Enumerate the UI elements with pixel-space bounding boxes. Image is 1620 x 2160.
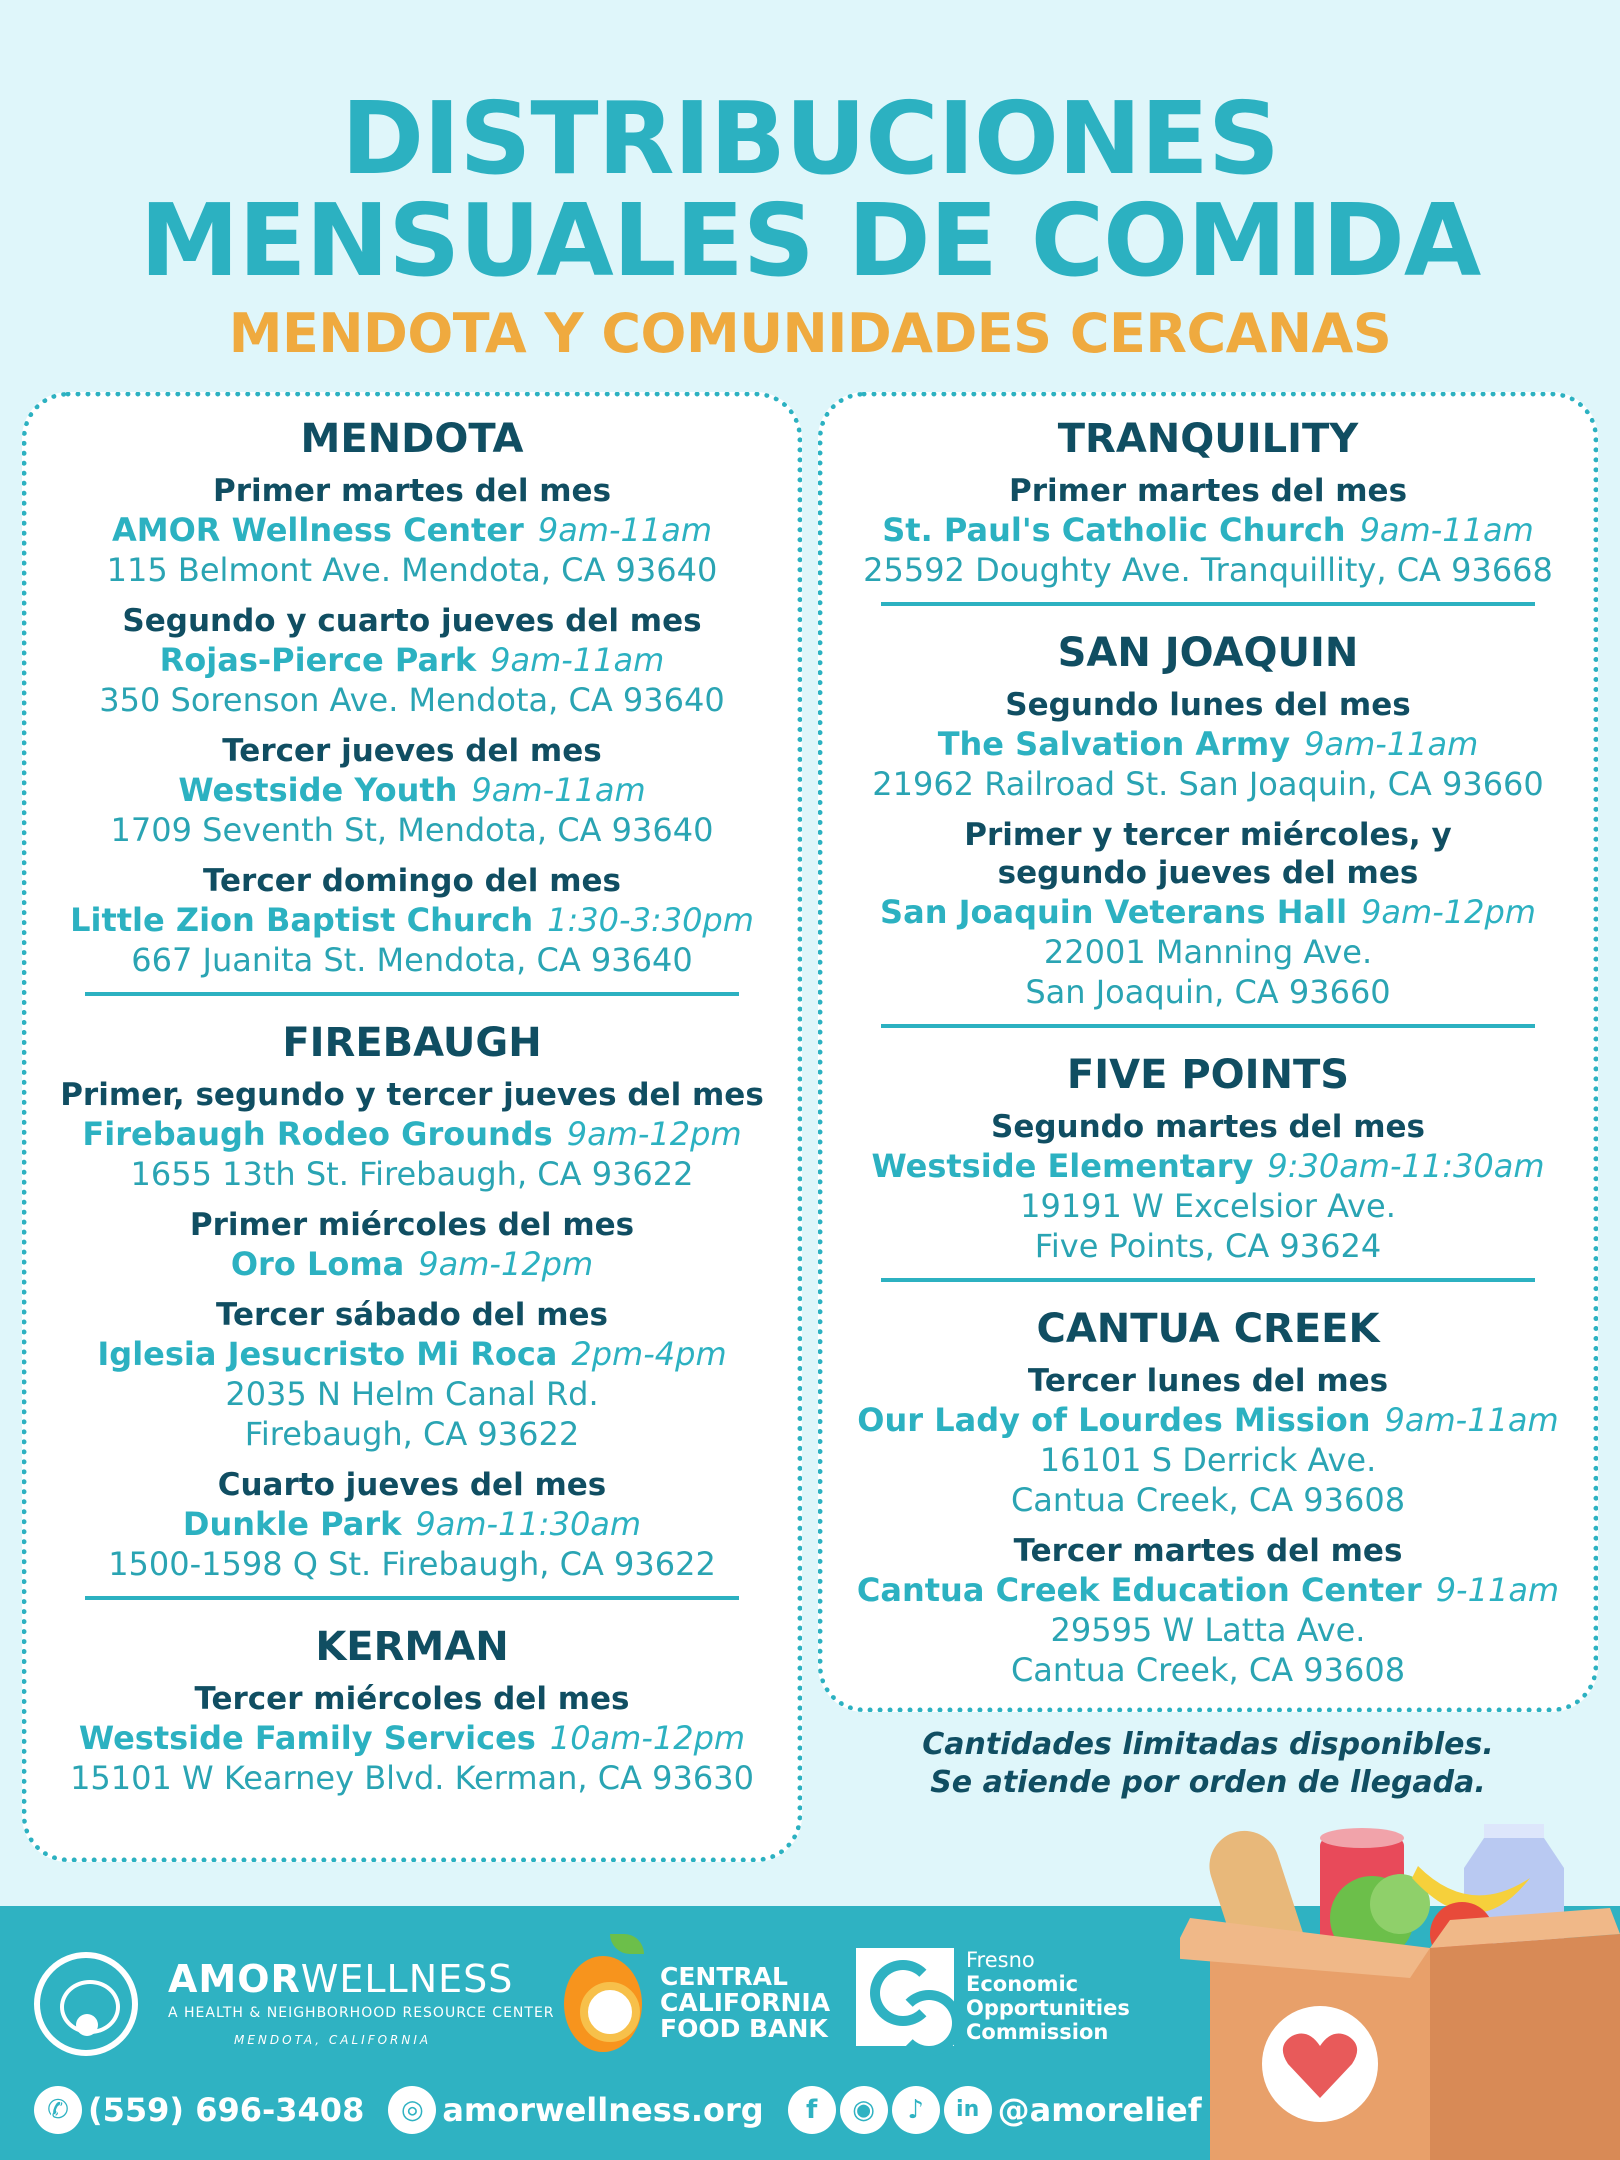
location-name: Oro Loma: [230, 1245, 405, 1283]
address-line: 29595 W Latta Ave.: [1050, 1611, 1366, 1649]
distribution-entry: [22, 472, 802, 590]
section-kerman: [22, 1622, 802, 1798]
location-line: [22, 900, 802, 940]
location-name: St. Paul's Catholic Church: [882, 511, 1346, 549]
location-line: [22, 510, 802, 550]
time-range: 9am-12pm: [418, 1245, 594, 1283]
amor-tagline: A HEALTH & NEIGHBORHOOD RESOURCE CENTER: [168, 2005, 555, 2021]
time-range: 9am-12pm: [1361, 893, 1536, 931]
eoc-emblem-icon: [856, 1948, 954, 2046]
time-range: 9-11am: [1435, 1571, 1560, 1609]
section-title: FIVE POINTS: [1066, 1052, 1350, 1098]
left-column: [22, 392, 802, 1810]
schedule-text: Cuarto jueves del mes: [217, 1467, 607, 1503]
ccfb-name: CENTRAL CALIFORNIA FOOD BANK: [660, 1962, 831, 2043]
distribution-entry: [22, 1680, 802, 1798]
location-line: [818, 1400, 1598, 1440]
location-name: Westside Elementary: [871, 1147, 1254, 1185]
grocery-box-illustration: [1180, 1808, 1620, 2160]
address-line: 1709 Seventh St, Mendota, CA 93640: [110, 811, 714, 849]
location-line: [818, 510, 1598, 550]
time-range: 9am-11am: [1304, 725, 1479, 763]
section-title: KERMAN: [315, 1624, 509, 1670]
location-name: Iglesia Jesucristo Mi Roca: [97, 1335, 558, 1373]
distribution-entry: [818, 816, 1598, 1012]
schedule-text: Tercer sábado del mes: [216, 1297, 608, 1333]
time-range: 10am-12pm: [549, 1719, 746, 1757]
location-line: [818, 892, 1598, 932]
section-cantua-creek: [818, 1304, 1598, 1690]
leaf-icon: [610, 1934, 644, 1954]
schedule-text: Primer martes del mes: [1008, 473, 1408, 509]
section-title: MENDOTA: [300, 416, 524, 462]
feoc-name: Fresno Economic Opportunities Commission: [966, 1948, 1130, 2044]
schedule-text: Primer miércoles del mes: [189, 1207, 635, 1243]
section-san-joaquin: [818, 628, 1598, 1012]
time-range: 9am-11am: [471, 771, 646, 809]
title-line-2: MENSUALES DE COMIDA: [139, 182, 1481, 299]
distribution-entry: [818, 1532, 1598, 1690]
location-name: San Joaquin Veterans Hall: [880, 893, 1348, 931]
location-line: [22, 640, 802, 680]
address-line: 22001 Manning Ave.: [1043, 933, 1373, 971]
phone-icon: ✆: [34, 2086, 82, 2134]
section-title: CANTUA CREEK: [1036, 1306, 1380, 1352]
time-range: 9am-11:30am: [415, 1505, 642, 1543]
address-line: Firebaugh, CA 93622: [244, 1415, 580, 1453]
location-name: Westside Family Services: [78, 1719, 536, 1757]
address-line: Cantua Creek, CA 93608: [1010, 1651, 1406, 1689]
location-line: [818, 1146, 1598, 1186]
location-name: Westside Youth: [178, 771, 458, 809]
address-line: 667 Juanita St. Mendota, CA 93640: [131, 941, 693, 979]
address-line: 2035 N Helm Canal Rd.: [225, 1375, 599, 1413]
instagram-icon[interactable]: ◉: [840, 2086, 888, 2134]
section-title: FIREBAUGH: [282, 1020, 542, 1066]
location-name: Rojas-Pierce Park: [159, 641, 477, 679]
fresno-eoc-logo: [856, 1948, 1176, 2068]
distribution-entry: [22, 1296, 802, 1454]
amor-location: MENDOTA, CALIFORNIA: [234, 2033, 432, 2047]
address-line: 350 Sorenson Ave. Mendota, CA 93640: [99, 681, 725, 719]
address-line: 25592 Doughty Ave. Tranquillity, CA 93668: [863, 551, 1553, 589]
section-firebaugh: [22, 1018, 802, 1584]
time-range: 9:30am-11:30am: [1267, 1147, 1545, 1185]
schedule-text: Tercer lunes del mes: [1027, 1363, 1389, 1399]
section-divider: [85, 992, 739, 996]
location-name: AMOR Wellness Center: [111, 511, 524, 549]
time-range: 9am-11am: [490, 641, 665, 679]
location-line: [22, 1114, 802, 1154]
availability-notice: [818, 1726, 1598, 1802]
schedule-text: Segundo y cuarto jueves del mes: [122, 603, 702, 639]
location-line: [818, 724, 1598, 764]
tiktok-icon[interactable]: ♪: [892, 2086, 940, 2134]
page-subtitle: MENDOTA Y COMUNIDADES CERCANAS: [228, 302, 1392, 365]
address-line: 115 Belmont Ave. Mendota, CA 93640: [106, 551, 718, 589]
address-line: 1655 13th St. Firebaugh, CA 93622: [130, 1155, 694, 1193]
address-line: Five Points, CA 93624: [1034, 1227, 1382, 1265]
location-line: [22, 1504, 802, 1544]
location-line: [22, 1244, 802, 1284]
section-divider: [881, 1278, 1535, 1282]
schedule-text: Primer, segundo y tercer jueves del mes: [60, 1077, 764, 1113]
distribution-entry: [22, 1076, 802, 1194]
address-line: Cantua Creek, CA 93608: [1010, 1481, 1406, 1519]
distribution-entry: [818, 686, 1598, 804]
time-range: 9am-12pm: [566, 1115, 742, 1153]
address-line: 21962 Railroad St. San Joaquin, CA 93660: [872, 765, 1544, 803]
distribution-entry: [22, 862, 802, 980]
location-line: [22, 1334, 802, 1374]
address-line: 15101 W Kearney Blvd. Kerman, CA 93630: [70, 1759, 754, 1797]
amor-wellness-logo: [34, 1946, 554, 2066]
section-divider: [85, 1596, 739, 1600]
notice-line-1: Cantidades limitadas disponibles.: [922, 1727, 1494, 1762]
distribution-entry: [818, 472, 1598, 590]
location-name: Little Zion Baptist Church: [70, 901, 534, 939]
amor-globe-icon: [34, 1952, 138, 2056]
section-title: TRANQUILITY: [1057, 416, 1359, 462]
box-icon: [1180, 1908, 1620, 2160]
time-range: 1:30-3:30pm: [547, 901, 754, 939]
location-name: Our Lady of Lourdes Mission: [857, 1401, 1371, 1439]
schedule-text: Tercer miércoles del mes: [194, 1681, 630, 1717]
address-line: 16101 S Derrick Ave.: [1039, 1441, 1377, 1479]
time-range: 2pm-4pm: [571, 1335, 727, 1373]
right-column: [818, 392, 1598, 1702]
section-title: SAN JOAQUIN: [1057, 630, 1359, 676]
schedule-text: Tercer domingo del mes: [202, 863, 621, 899]
central-california-food-bank-logo: [560, 1916, 831, 2066]
time-range: 9am-11am: [1359, 511, 1534, 549]
schedule-text: Tercer martes del mes: [1013, 1533, 1403, 1569]
section-five-points: [818, 1050, 1598, 1266]
globe-icon: ◎: [388, 2086, 436, 2134]
section-divider: [881, 602, 1535, 606]
schedule-text: Segundo lunes del mes: [1005, 687, 1411, 723]
address-line: 19191 W Excelsior Ave.: [1020, 1187, 1396, 1225]
facebook-icon[interactable]: f: [788, 2086, 836, 2134]
website-link[interactable]: amorwellness.org: [442, 2091, 764, 2129]
linkedin-icon[interactable]: in: [944, 2086, 992, 2134]
distribution-entry: [22, 1466, 802, 1584]
distribution-entry: [818, 1362, 1598, 1520]
schedule-text: segundo jueves del mes: [997, 855, 1419, 891]
distribution-entry: [22, 732, 802, 850]
distribution-entry: [22, 602, 802, 720]
section-mendota: [22, 414, 802, 980]
address-line: 1500-1598 Q St. Firebaugh, CA 93622: [108, 1545, 716, 1583]
schedule-text: Tercer jueves del mes: [222, 733, 602, 769]
schedule-text: Segundo martes del mes: [991, 1109, 1425, 1145]
distribution-entry: [818, 1108, 1598, 1266]
location-line: [818, 1570, 1598, 1610]
schedule-text: Primer martes del mes: [212, 473, 612, 509]
address-line: San Joaquin, CA 93660: [1025, 973, 1391, 1011]
orange-icon: [564, 1956, 642, 2052]
time-range: 9am-11am: [537, 511, 713, 549]
location-name: The Salvation Army: [937, 725, 1291, 763]
phone-number[interactable]: (559) 696-3408: [88, 2091, 365, 2129]
social-handle[interactable]: @amorelief: [997, 2091, 1202, 2129]
location-name: Dunkle Park: [182, 1505, 402, 1543]
schedule-text: Primer y tercer miércoles, y: [964, 817, 1452, 853]
title-line-1: DISTRIBUCIONES: [341, 80, 1279, 197]
distribution-entry: [22, 1206, 802, 1284]
section-tranquility: [818, 414, 1598, 590]
section-divider: [881, 1024, 1535, 1028]
location-name: Cantua Creek Education Center: [856, 1571, 1422, 1609]
location-name: Firebaugh Rodeo Grounds: [82, 1115, 553, 1153]
contact-row: [34, 2082, 1226, 2138]
time-range: 9am-11am: [1384, 1401, 1559, 1439]
location-line: [22, 1718, 802, 1758]
page-title: [0, 80, 1620, 299]
amor-name: AMORWELLNESS: [168, 1957, 514, 2001]
notice-line-2: Se atiende por orden de llegada.: [930, 1765, 1486, 1800]
location-line: [22, 770, 802, 810]
